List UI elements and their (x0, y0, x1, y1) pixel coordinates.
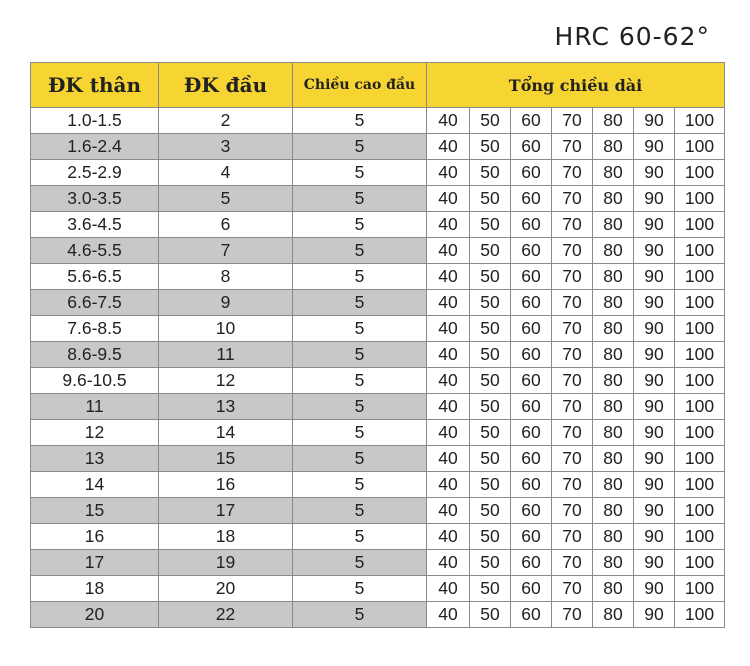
table-row (31, 394, 725, 420)
cell-total-length: 40 (427, 108, 470, 134)
cell-shank-diameter: 14 (31, 472, 159, 498)
cell-total-length: 100 (675, 394, 725, 420)
cell-total-length: 100 (675, 108, 725, 134)
cell-total-length: 90 (634, 264, 675, 290)
cell-total-length: 60 (511, 472, 552, 498)
cell-head-diameter: 19 (159, 550, 293, 576)
table-row (31, 238, 725, 264)
cell-total-length: 50 (470, 238, 511, 264)
cell-total-length: 40 (427, 576, 470, 602)
cell-total-length: 50 (470, 316, 511, 342)
table-row (31, 316, 725, 342)
cell-total-length: 100 (675, 472, 725, 498)
header-total-length: Tổng chiều dài (427, 63, 725, 108)
cell-total-length: 90 (634, 186, 675, 212)
cell-total-length: 90 (634, 498, 675, 524)
cell-head-height: 5 (293, 394, 427, 420)
cell-total-length: 40 (427, 316, 470, 342)
cell-shank-diameter: 8.6-9.5 (31, 342, 159, 368)
cell-head-height: 5 (293, 238, 427, 264)
cell-total-length: 100 (675, 212, 725, 238)
cell-total-length: 100 (675, 238, 725, 264)
cell-total-length: 50 (470, 550, 511, 576)
cell-total-length: 50 (470, 160, 511, 186)
cell-head-height: 5 (293, 602, 427, 628)
hardness-label: HRC 60-62° (554, 22, 710, 51)
cell-head-height: 5 (293, 498, 427, 524)
cell-total-length: 60 (511, 238, 552, 264)
table-row (31, 576, 725, 602)
cell-total-length: 40 (427, 212, 470, 238)
cell-total-length: 90 (634, 108, 675, 134)
cell-head-diameter: 16 (159, 472, 293, 498)
cell-total-length: 50 (470, 368, 511, 394)
cell-total-length: 100 (675, 576, 725, 602)
cell-head-height: 5 (293, 264, 427, 290)
cell-total-length: 80 (593, 420, 634, 446)
cell-total-length: 60 (511, 290, 552, 316)
spec-table-body (31, 108, 725, 628)
cell-total-length: 100 (675, 290, 725, 316)
cell-total-length: 70 (552, 134, 593, 160)
cell-total-length: 60 (511, 368, 552, 394)
cell-shank-diameter: 12 (31, 420, 159, 446)
cell-total-length: 60 (511, 316, 552, 342)
cell-head-diameter: 5 (159, 186, 293, 212)
cell-total-length: 60 (511, 342, 552, 368)
cell-head-height: 5 (293, 576, 427, 602)
cell-total-length: 50 (470, 264, 511, 290)
header-row (31, 63, 725, 108)
cell-total-length: 40 (427, 446, 470, 472)
cell-total-length: 70 (552, 108, 593, 134)
cell-total-length: 90 (634, 394, 675, 420)
cell-total-length: 90 (634, 368, 675, 394)
cell-total-length: 40 (427, 602, 470, 628)
cell-total-length: 60 (511, 576, 552, 602)
cell-total-length: 80 (593, 550, 634, 576)
cell-total-length: 60 (511, 134, 552, 160)
spec-table (30, 62, 725, 628)
cell-total-length: 90 (634, 238, 675, 264)
cell-head-height: 5 (293, 108, 427, 134)
cell-shank-diameter: 3.0-3.5 (31, 186, 159, 212)
cell-head-height: 5 (293, 524, 427, 550)
cell-head-diameter: 6 (159, 212, 293, 238)
cell-shank-diameter: 11 (31, 394, 159, 420)
cell-total-length: 100 (675, 498, 725, 524)
cell-shank-diameter: 1.6-2.4 (31, 134, 159, 160)
cell-total-length: 40 (427, 238, 470, 264)
cell-head-diameter: 9 (159, 290, 293, 316)
cell-total-length: 80 (593, 368, 634, 394)
cell-total-length: 40 (427, 264, 470, 290)
cell-total-length: 80 (593, 472, 634, 498)
cell-total-length: 80 (593, 524, 634, 550)
cell-head-height: 5 (293, 420, 427, 446)
table-row (31, 160, 725, 186)
cell-head-diameter: 13 (159, 394, 293, 420)
cell-head-height: 5 (293, 186, 427, 212)
cell-total-length: 40 (427, 342, 470, 368)
cell-head-diameter: 22 (159, 602, 293, 628)
cell-shank-diameter: 15 (31, 498, 159, 524)
cell-total-length: 40 (427, 368, 470, 394)
cell-total-length: 70 (552, 238, 593, 264)
cell-total-length: 90 (634, 602, 675, 628)
cell-total-length: 40 (427, 550, 470, 576)
cell-total-length: 50 (470, 108, 511, 134)
cell-total-length: 60 (511, 212, 552, 238)
cell-total-length: 50 (470, 524, 511, 550)
cell-total-length: 90 (634, 420, 675, 446)
cell-total-length: 80 (593, 186, 634, 212)
cell-total-length: 90 (634, 212, 675, 238)
cell-shank-diameter: 18 (31, 576, 159, 602)
cell-total-length: 80 (593, 446, 634, 472)
cell-total-length: 50 (470, 342, 511, 368)
header-shank-diameter: ĐK thân (31, 63, 159, 108)
cell-total-length: 70 (552, 186, 593, 212)
cell-total-length: 70 (552, 342, 593, 368)
cell-total-length: 60 (511, 160, 552, 186)
cell-total-length: 50 (470, 212, 511, 238)
cell-head-height: 5 (293, 446, 427, 472)
cell-total-length: 80 (593, 238, 634, 264)
cell-total-length: 80 (593, 602, 634, 628)
cell-total-length: 90 (634, 290, 675, 316)
cell-total-length: 90 (634, 446, 675, 472)
cell-total-length: 70 (552, 446, 593, 472)
cell-total-length: 70 (552, 550, 593, 576)
cell-shank-diameter: 7.6-8.5 (31, 316, 159, 342)
cell-total-length: 100 (675, 342, 725, 368)
cell-total-length: 60 (511, 394, 552, 420)
cell-total-length: 80 (593, 264, 634, 290)
cell-total-length: 40 (427, 290, 470, 316)
cell-total-length: 100 (675, 602, 725, 628)
cell-total-length: 100 (675, 368, 725, 394)
cell-total-length: 40 (427, 134, 470, 160)
cell-total-length: 70 (552, 212, 593, 238)
cell-total-length: 40 (427, 160, 470, 186)
cell-total-length: 50 (470, 472, 511, 498)
cell-shank-diameter: 16 (31, 524, 159, 550)
table-row (31, 446, 725, 472)
table-row (31, 264, 725, 290)
cell-total-length: 40 (427, 472, 470, 498)
cell-total-length: 70 (552, 160, 593, 186)
cell-head-height: 5 (293, 134, 427, 160)
table-row (31, 498, 725, 524)
cell-shank-diameter: 17 (31, 550, 159, 576)
cell-total-length: 90 (634, 524, 675, 550)
table-row (31, 524, 725, 550)
cell-shank-diameter: 13 (31, 446, 159, 472)
cell-head-diameter: 3 (159, 134, 293, 160)
cell-total-length: 70 (552, 368, 593, 394)
cell-total-length: 80 (593, 394, 634, 420)
cell-total-length: 80 (593, 160, 634, 186)
cell-total-length: 60 (511, 446, 552, 472)
table-row (31, 186, 725, 212)
cell-total-length: 100 (675, 524, 725, 550)
cell-head-diameter: 15 (159, 446, 293, 472)
cell-total-length: 100 (675, 550, 725, 576)
cell-total-length: 70 (552, 498, 593, 524)
cell-head-diameter: 12 (159, 368, 293, 394)
cell-head-diameter: 17 (159, 498, 293, 524)
cell-total-length: 40 (427, 524, 470, 550)
cell-total-length: 100 (675, 446, 725, 472)
cell-total-length: 50 (470, 134, 511, 160)
cell-total-length: 40 (427, 420, 470, 446)
cell-total-length: 50 (470, 186, 511, 212)
cell-total-length: 60 (511, 264, 552, 290)
cell-head-height: 5 (293, 160, 427, 186)
cell-head-diameter: 8 (159, 264, 293, 290)
cell-total-length: 90 (634, 550, 675, 576)
cell-total-length: 60 (511, 498, 552, 524)
cell-head-height: 5 (293, 290, 427, 316)
cell-head-diameter: 7 (159, 238, 293, 264)
cell-total-length: 70 (552, 576, 593, 602)
cell-shank-diameter: 5.6-6.5 (31, 264, 159, 290)
cell-total-length: 60 (511, 186, 552, 212)
cell-total-length: 40 (427, 394, 470, 420)
cell-total-length: 70 (552, 290, 593, 316)
cell-shank-diameter: 2.5-2.9 (31, 160, 159, 186)
cell-shank-diameter: 3.6-4.5 (31, 212, 159, 238)
cell-total-length: 70 (552, 264, 593, 290)
cell-total-length: 80 (593, 134, 634, 160)
cell-shank-diameter: 6.6-7.5 (31, 290, 159, 316)
cell-head-height: 5 (293, 342, 427, 368)
cell-total-length: 90 (634, 160, 675, 186)
table-row (31, 550, 725, 576)
table-row (31, 602, 725, 628)
cell-total-length: 100 (675, 160, 725, 186)
table-row (31, 342, 725, 368)
cell-total-length: 100 (675, 134, 725, 160)
cell-shank-diameter: 1.0-1.5 (31, 108, 159, 134)
header-head-diameter: ĐK đầu (159, 63, 293, 108)
cell-total-length: 100 (675, 420, 725, 446)
cell-total-length: 80 (593, 290, 634, 316)
cell-total-length: 50 (470, 576, 511, 602)
table-row (31, 472, 725, 498)
cell-total-length: 60 (511, 524, 552, 550)
cell-total-length: 70 (552, 420, 593, 446)
table-row (31, 134, 725, 160)
cell-head-height: 5 (293, 472, 427, 498)
cell-total-length: 50 (470, 290, 511, 316)
cell-total-length: 40 (427, 186, 470, 212)
cell-head-diameter: 4 (159, 160, 293, 186)
cell-total-length: 100 (675, 186, 725, 212)
cell-shank-diameter: 4.6-5.5 (31, 238, 159, 264)
cell-total-length: 50 (470, 420, 511, 446)
cell-total-length: 60 (511, 108, 552, 134)
cell-head-height: 5 (293, 316, 427, 342)
cell-head-diameter: 14 (159, 420, 293, 446)
cell-head-diameter: 11 (159, 342, 293, 368)
table-row (31, 420, 725, 446)
cell-shank-diameter: 9.6-10.5 (31, 368, 159, 394)
cell-total-length: 90 (634, 342, 675, 368)
cell-head-diameter: 18 (159, 524, 293, 550)
cell-total-length: 50 (470, 498, 511, 524)
cell-total-length: 90 (634, 576, 675, 602)
cell-total-length: 60 (511, 550, 552, 576)
cell-total-length: 100 (675, 264, 725, 290)
cell-head-height: 5 (293, 212, 427, 238)
cell-total-length: 70 (552, 316, 593, 342)
cell-head-height: 5 (293, 550, 427, 576)
cell-total-length: 90 (634, 316, 675, 342)
cell-total-length: 80 (593, 108, 634, 134)
cell-shank-diameter: 20 (31, 602, 159, 628)
cell-total-length: 80 (593, 212, 634, 238)
cell-total-length: 70 (552, 602, 593, 628)
table-row (31, 212, 725, 238)
cell-total-length: 50 (470, 602, 511, 628)
cell-total-length: 40 (427, 498, 470, 524)
table-row (31, 368, 725, 394)
cell-total-length: 80 (593, 342, 634, 368)
cell-total-length: 80 (593, 316, 634, 342)
header-head-height: Chiều cao đầu (293, 63, 427, 108)
cell-total-length: 80 (593, 498, 634, 524)
cell-total-length: 50 (470, 394, 511, 420)
cell-total-length: 50 (470, 446, 511, 472)
cell-total-length: 70 (552, 472, 593, 498)
table-row (31, 108, 725, 134)
cell-head-height: 5 (293, 368, 427, 394)
cell-total-length: 60 (511, 420, 552, 446)
cell-total-length: 90 (634, 134, 675, 160)
cell-total-length: 90 (634, 472, 675, 498)
cell-total-length: 100 (675, 316, 725, 342)
cell-head-diameter: 10 (159, 316, 293, 342)
cell-total-length: 70 (552, 394, 593, 420)
cell-total-length: 60 (511, 602, 552, 628)
cell-head-diameter: 20 (159, 576, 293, 602)
cell-total-length: 80 (593, 576, 634, 602)
cell-head-diameter: 2 (159, 108, 293, 134)
table-row (31, 290, 725, 316)
cell-total-length: 70 (552, 524, 593, 550)
